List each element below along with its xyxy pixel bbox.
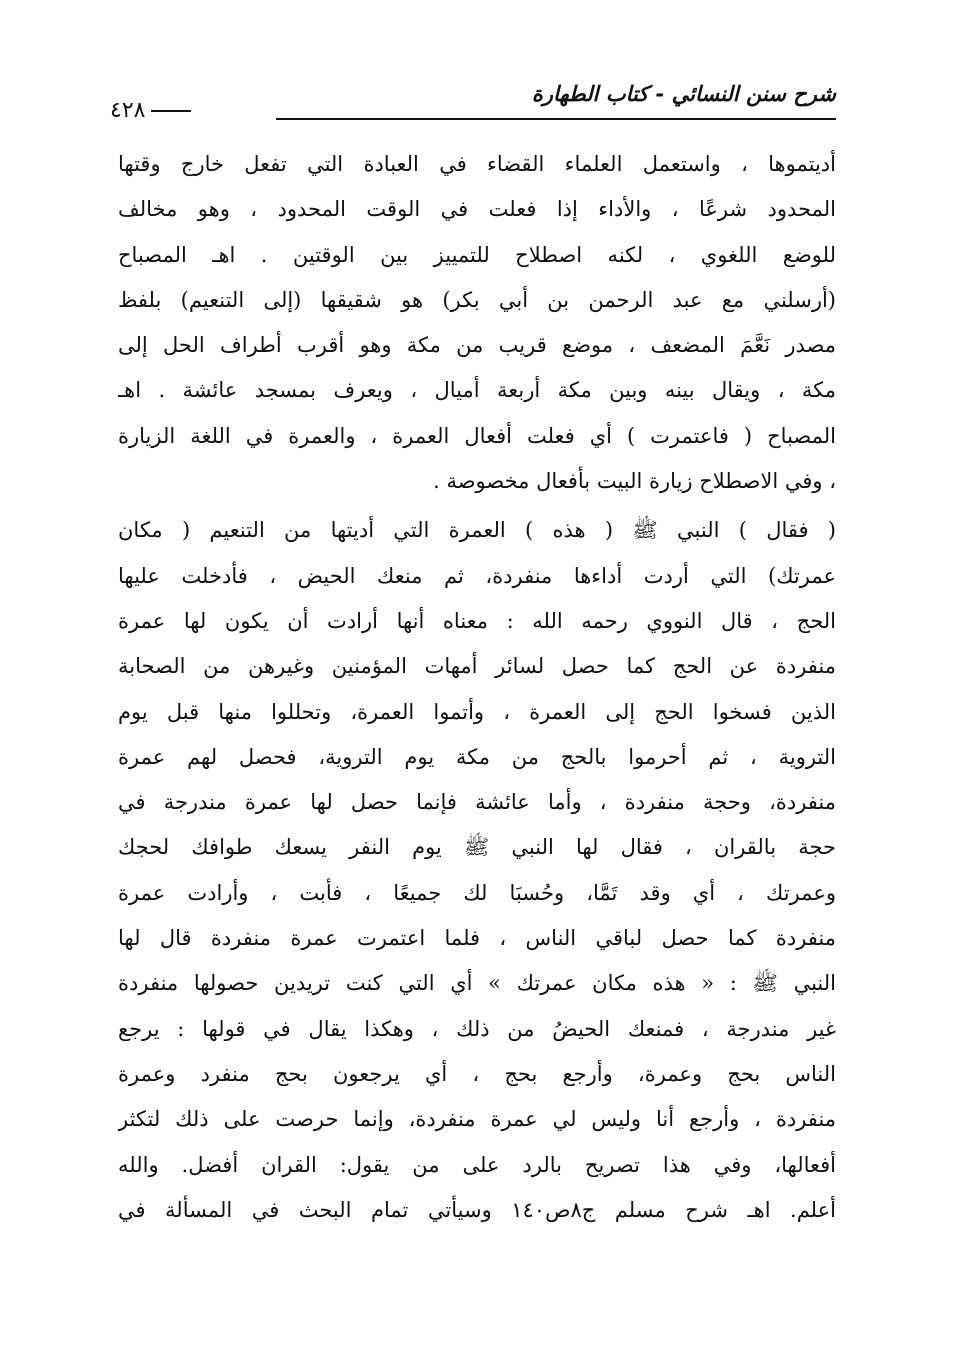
text-line: مكة ، ويقال بينه وبين مكة أربعة أميال ، ويعرف بمسجد عائشة . اهـ (118, 378, 836, 403)
text-line: التروية ، ثم أحرموا بالحج من مكة يوم التروية، فحصل لهم عمرة (118, 744, 836, 769)
text-line: ( فقال ) النبي ﷺ ( هذه ) العمرة التي أديتها من التنعيم ( مكان (118, 518, 836, 543)
text-line: للوضع اللغوي ، لكنه اصطلاح للتمييز بين الوقتين . اهـ المصباح (118, 242, 836, 267)
text-line: الناس بحج وعمرة، وأرجع بحج ، أي يرجعون بحج منفرد وعمرة (118, 1061, 836, 1086)
text-line: أديتموها ، واستعمل العلماء القضاء في العبادة التي تفعل خارج وقتها (118, 152, 836, 176)
paragraph-2 (118, 508, 836, 1233)
text-line: المحدود شرعًا ، والأداء إذا فعلت في الوقت المحدود ، وهو مخالف (118, 197, 836, 222)
text-line: منفردة ، وأرجع أنا وليس لي عمرة منفردة، وإنما حرصت على ذلك لتكثر (118, 1107, 836, 1132)
text-line: منفردة عن الحج كما حصل لسائر أمهات المؤمنين وغيرهن من الصحابة (118, 654, 836, 679)
text-line: الذين فسخوا الحج إلى العمرة ، وأتموا العمرة، وتحللوا منها قبل يوم (118, 699, 836, 724)
header-rule (276, 118, 836, 120)
text-line: أفعالها، وفي هذا تصريح بالرد على من يقول: القران أفضل. والله (118, 1152, 836, 1177)
text-line: غير مندرجة ، فمنعك الحيضُ من ذلك ، وهكذا يقال في قولها : يرجع (118, 1016, 836, 1041)
page-number-text: ٤٢٨ (110, 98, 146, 123)
text-line: ، وفي الاصطلاح زيارة البيت بأفعال مخصوصة . (433, 469, 836, 494)
running-title: شرح سنن النسائي - كتاب الطهارة (531, 82, 836, 106)
text-line: حجة بالقران ، فقال لها النبي ﷺ يوم النفر يسعك طوافك لحجك (118, 835, 836, 860)
text-line: النبي ﷺ : « هذه مكان عمرتك » أي التي كنت تريدين حصولها منفردة (118, 971, 836, 996)
text-line: منفردة كما حصل لباقي الناس ، فلما اعتمرت عمرة منفردة قال لها (118, 926, 836, 951)
page-number-dash (151, 110, 191, 112)
paragraph-1 (118, 142, 836, 504)
page-number (110, 98, 191, 123)
text-line: وعمرتك ، أي وقد تَمَّا، وحُسبَا لك جميعًا ، فأبت ، وأرادت عمرة (118, 880, 836, 905)
page-body (118, 142, 836, 1233)
text-line: مصدر نَعَّمَ المضعف ، موضع قريب من مكة وهو أقرب أطراف الحل إلى (118, 333, 836, 358)
text-line: الحج ، قال النووي رحمه الله : معناه أنها أرادت أن يكون لها عمرة (118, 608, 836, 633)
text-line: المصباح ( فاعتمرت ) أي فعلت أفعال العمرة ، والعمرة في اللغة الزيارة (118, 423, 836, 448)
page-header (110, 78, 836, 122)
text-line: (أرسلني مع عبد الرحمن بن أبي بكر) هو شقيقها (إلى التنعيم) بلفظ (118, 287, 836, 312)
text-line: عمرتك) التي أردت أداءها منفردة، ثم منعك الحيض ، فأدخلت عليها (118, 563, 836, 588)
text-line: أعلم. اهـ شرح مسلم ج٨ص١٤٠ وسيأتي تمام البحث في المسألة في (118, 1197, 836, 1222)
text-line: منفردة، وحجة منفردة ، وأما عائشة فإنما حصل لها عمرة مندرجة في (118, 790, 836, 815)
